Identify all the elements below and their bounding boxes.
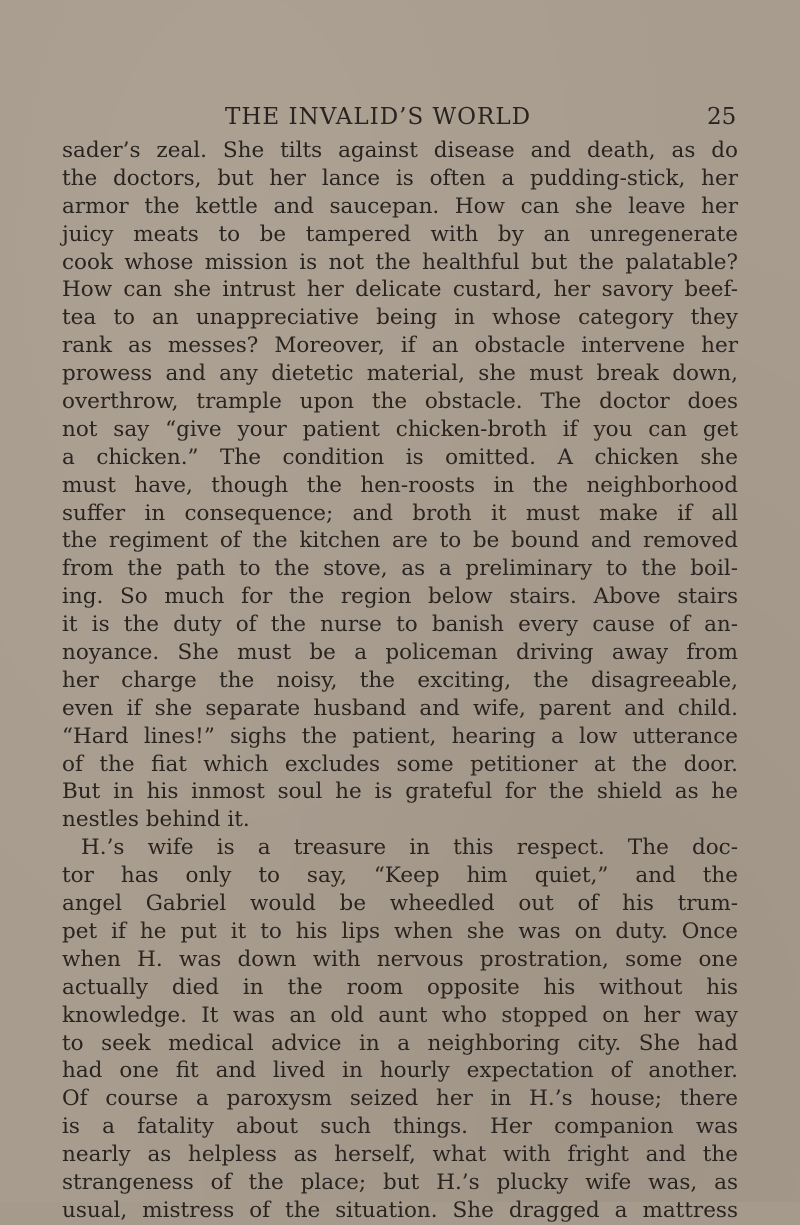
paragraph-end-line: nestles behind it. (62, 807, 250, 833)
text-line: tea to an unappreciative being in whose category they (62, 305, 738, 331)
text-line: the doctors, but her lance is often a pudding-stick, her (62, 165, 738, 191)
text-line: suffer in consequence; and broth it must make if all (62, 500, 738, 526)
text-line: a chicken.” The condition is omitted. A chicken she (62, 444, 738, 470)
text-line: Of course a paroxysm seized her in H.’s house; there (62, 1086, 738, 1112)
text-line: “Hard lines!” sighs the patient, hearing a low utterance (62, 723, 738, 749)
text-line: even if she separate husband and wife, parent and child. (62, 695, 738, 721)
text-line: her charge the noisy, the exciting, the disagreeable, (62, 667, 738, 693)
text-line: pet if he put it to his lips when she was on duty. Once (62, 918, 738, 944)
text-line: armor the kettle and saucepan. How can she leave her (62, 193, 738, 219)
text-line: How can she intrust her delicate custard, her savory beef- (62, 277, 738, 303)
body-text (62, 137, 738, 1225)
text-line: not say “give your patient chicken-broth if you can get (62, 416, 738, 442)
text-line: strangeness of the place; but H.’s plucky wife was, as (62, 1169, 738, 1195)
text-line: is a fatality about such things. Her companion was (62, 1114, 738, 1140)
text-line: the regiment of the kitchen are to be bound and removed (62, 528, 738, 554)
text-line: knowledge. It was an old aunt who stopped on her way (62, 1002, 738, 1028)
text-line: But in his inmost soul he is grateful for the shield as he (62, 779, 738, 805)
text-line: noyance. She must be a policeman driving away from (62, 640, 738, 666)
text-line: actually died in the room opposite his without his (62, 974, 738, 1000)
text-line: nearly as helpless as herself, what with fright and the (62, 1142, 738, 1168)
text-line: tor has only to say, “Keep him quiet,” and the (62, 863, 738, 889)
text-line: sader’s zeal. She tilts against disease and death, as do (62, 138, 738, 163)
page-header (0, 104, 800, 134)
text-line: to seek medical advice in a neighboring city. She had (62, 1030, 738, 1056)
text-line: when H. was down with nervous prostration, some one (62, 946, 738, 972)
text-line: angel Gabriel would be wheedled out of his trum- (62, 891, 738, 917)
text-line: overthrow, trample upon the obstacle. The doctor does (62, 389, 738, 415)
text-line: had one fit and lived in hourly expectation of another. (62, 1058, 738, 1084)
running-head: THE INVALID’S WORLD (225, 104, 532, 130)
text-line: of the fiat which excludes some petitioner at the door. (62, 751, 738, 777)
paragraph-start-line: H.’s wife is a treasure in this respect. The doc- (81, 835, 738, 861)
text-line: ing. So much for the region below stairs. Above stairs (62, 584, 738, 610)
text-line: must have, though the hen-roosts in the neighborhood (62, 472, 738, 498)
text-line: usual, mistress of the situation. She dragged a mattress (62, 1197, 738, 1223)
text-line: juicy meats to be tampered with by an unregenerate (62, 221, 738, 247)
text-line: rank as messes? Moreover, if an obstacle intervene her (62, 333, 738, 359)
text-line: from the path to the stove, as a preliminary to the boil- (62, 556, 738, 582)
text-line: it is the duty of the nurse to banish every cause of an- (62, 612, 738, 638)
page-number: 25 (707, 104, 737, 130)
text-line: cook whose mission is not the healthful but the palatable? (62, 249, 738, 275)
text-line: prowess and any dietetic material, she must break down, (62, 361, 738, 387)
